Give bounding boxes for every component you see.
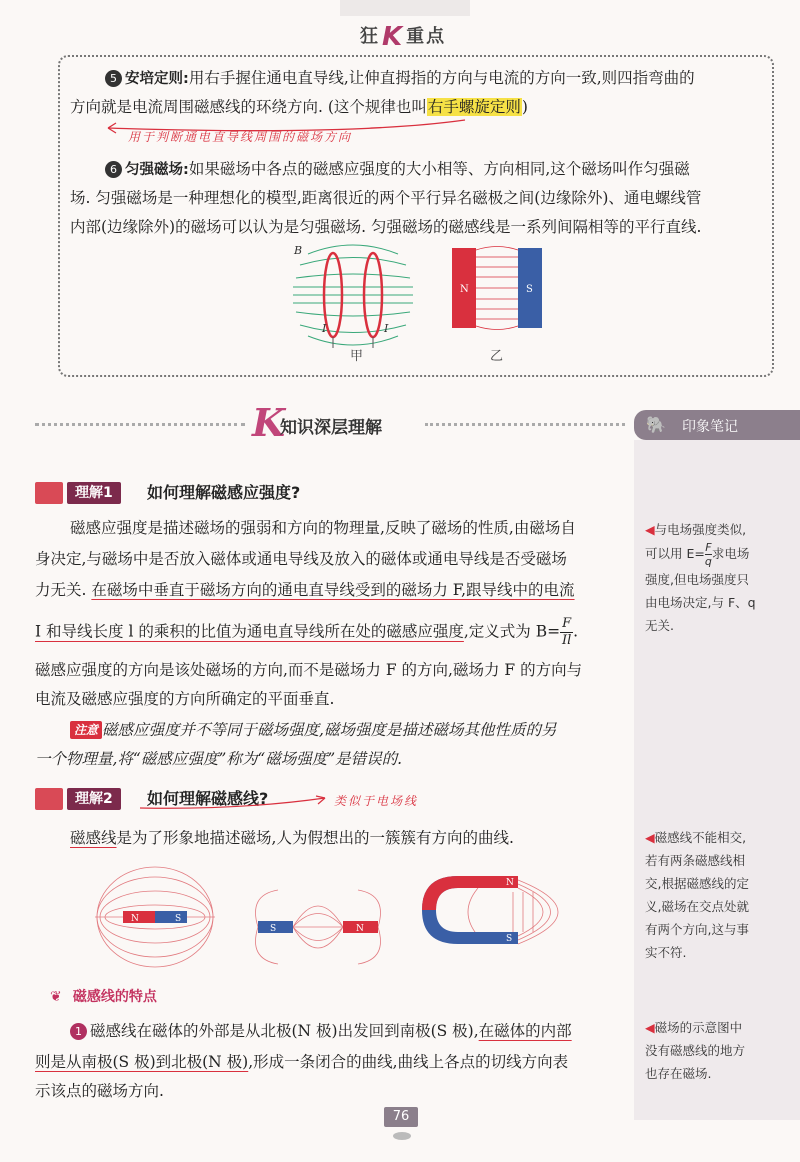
section-k-icon: K (252, 400, 286, 445)
item5-paragraph: 5 安培定则:用右手握住通电直导线,让伸直拇指的方向与电流的方向一致,则四指弯曲的 (105, 64, 765, 94)
u2-point1-line2: 则是从南极(S 极)到北极(N 极),形成一条闭合的曲线,曲线上各点的切线方向表 (35, 1053, 569, 1071)
side-note-3: ◀磁场的示意图中 没有磁感线的地方 也存在磁场. (645, 1020, 746, 1081)
item6-number: 6 (105, 161, 122, 178)
u2-handnote: 类似于电场线 (334, 794, 419, 808)
n-pole-label: N (460, 284, 469, 295)
features-subtitle: ❦ 磁感线的特点 (50, 989, 157, 1005)
item5-line2: 方向就是电流周围磁感线的环绕方向. (这个规律也叫右手螺旋定则) (70, 98, 528, 116)
u2-point1-line3: 示该点的磁场方向. (35, 1082, 164, 1100)
k-logo-icon: K (382, 22, 405, 52)
page-number: 76 (384, 1107, 418, 1127)
magnets-figure (450, 245, 545, 330)
item6-line2: 场. 匀强磁场是一种理想化的模型,距离很近的两个平行异名磁极之间(边缘除外)、通电螺线管 (70, 189, 702, 207)
notes-tab-label: 印象笔记 (682, 419, 738, 435)
u1-line3: 力无关. 在磁场中垂直于磁场方向的通电直导线受到的磁场力 F,跟导线中的电流 (35, 581, 575, 599)
m1-s-label: S (175, 914, 182, 924)
u2-title: 如何理解磁感线? (147, 789, 269, 808)
i-label-2: I (384, 322, 389, 335)
section-title: 知识深层理解 (280, 418, 382, 438)
u2-point1-line1: 1 磁感线在磁体的外部是从北极(N 极)出发回到南极(S 极),在磁体的内部 (70, 1017, 572, 1046)
highlight-right-hand-rule: 右手螺旋定则 (427, 98, 521, 116)
section-divider-right (425, 423, 625, 426)
u1-line6: 电流及磁感应强度的方向所确定的平面垂直. (35, 690, 335, 708)
m1-n-label: N (131, 914, 139, 924)
m2-s-label: S (270, 924, 277, 934)
u1-title: 如何理解磁感应强度? (147, 483, 301, 502)
item6-line3: 内部(边缘除外)的磁场可以认为是匀强磁场. 匀强磁场的磁感线是一系列间隔相等的平行直线. (70, 218, 702, 236)
u1-line4: I 和导线长度 l 的乘积的比值为通电直导线所在处的磁感应强度,定义式为 B= $\frac{F}{Il}$ . (35, 616, 579, 648)
page-header-title: 狂K 重点 (360, 22, 447, 52)
note-tag: 注意 (70, 721, 102, 739)
u1-note-line2: 一个物理量,将“磁感应强度”称为“磁场强度”是错误的. (35, 750, 403, 768)
side-note-1: ◀与电场强度类似, 可以用 E= $\frac{F}{q}$ 求电场 强度,但电场强度只 由电场决定,与 F、q 无关. (645, 522, 756, 633)
elephant-icon: 🐘 (646, 415, 666, 434)
u1-tag: 理解1 (67, 482, 121, 504)
item5-handnote: 用于判断通电直导线周围的磁场方向 (128, 130, 353, 144)
u1-header (35, 482, 435, 504)
s-pole-label: S (526, 284, 533, 295)
b-label: B (294, 244, 303, 257)
caption-yi: 乙 (490, 349, 504, 364)
book-icon-2 (35, 788, 63, 810)
bar-magnet-figure (95, 865, 215, 970)
u2-line1: 磁感线是为了形象地描述磁场,人为假想出的一簇簇有方向的曲线. (70, 829, 514, 847)
m3-s-label: S (506, 934, 513, 944)
u1-note-line1: 注意 磁感应强度并不等同于磁场强度,磁场强度是描述磁场其他性质的另 (70, 716, 556, 745)
book-icon (35, 482, 63, 504)
section-divider-left (35, 423, 245, 426)
leaf-bullet-icon: ❦ (50, 989, 62, 1005)
m2-n-label: N (356, 924, 364, 934)
item5-title: 安培定则: (125, 71, 189, 87)
u1-line1: 磁感应强度是描述磁场的强弱和方向的物理量,反映了磁场的性质,由磁场自 (70, 519, 576, 537)
notes-tab (634, 410, 800, 440)
point1-number: 1 (70, 1023, 87, 1040)
u1-line5: 磁感应强度的方向是该处磁场的方向,而不是磁场力 F 的方向,磁场力 F 的方向与 (35, 661, 583, 679)
horseshoe-magnet-figure (418, 870, 578, 950)
caption-jia: 甲 (350, 349, 364, 364)
item6-title: 匀强磁场: (125, 162, 189, 178)
solenoid-figure (288, 240, 418, 350)
header-decoration (340, 0, 470, 16)
u2-tag: 理解2 (67, 788, 121, 810)
item5-number: 5 (105, 70, 122, 87)
u1-line2: 身决定,与磁场中是否放入磁体或通电导线及放入的磁体或通电导线是否受磁场 (35, 550, 567, 568)
page-ornament-icon (393, 1132, 411, 1140)
i-label-1: I (322, 322, 327, 335)
item6-line1: 6 匀强磁场:如果磁场中各点的磁感应强度的大小相等、方向相同,这个磁场叫作匀强磁 (105, 155, 765, 185)
u1-formula-fraction: $\frac{F}{Il}$ (561, 616, 572, 648)
repelling-magnets-figure (248, 885, 388, 965)
m3-n-label: N (506, 878, 514, 888)
u2-handnote-arrow (140, 790, 340, 815)
side-note-2: ◀磁感线不能相交, 若有两条磁感线相 交,根据磁感线的定 义,磁场在交点处就 有两个方向,这与事 实不符. (645, 830, 749, 960)
